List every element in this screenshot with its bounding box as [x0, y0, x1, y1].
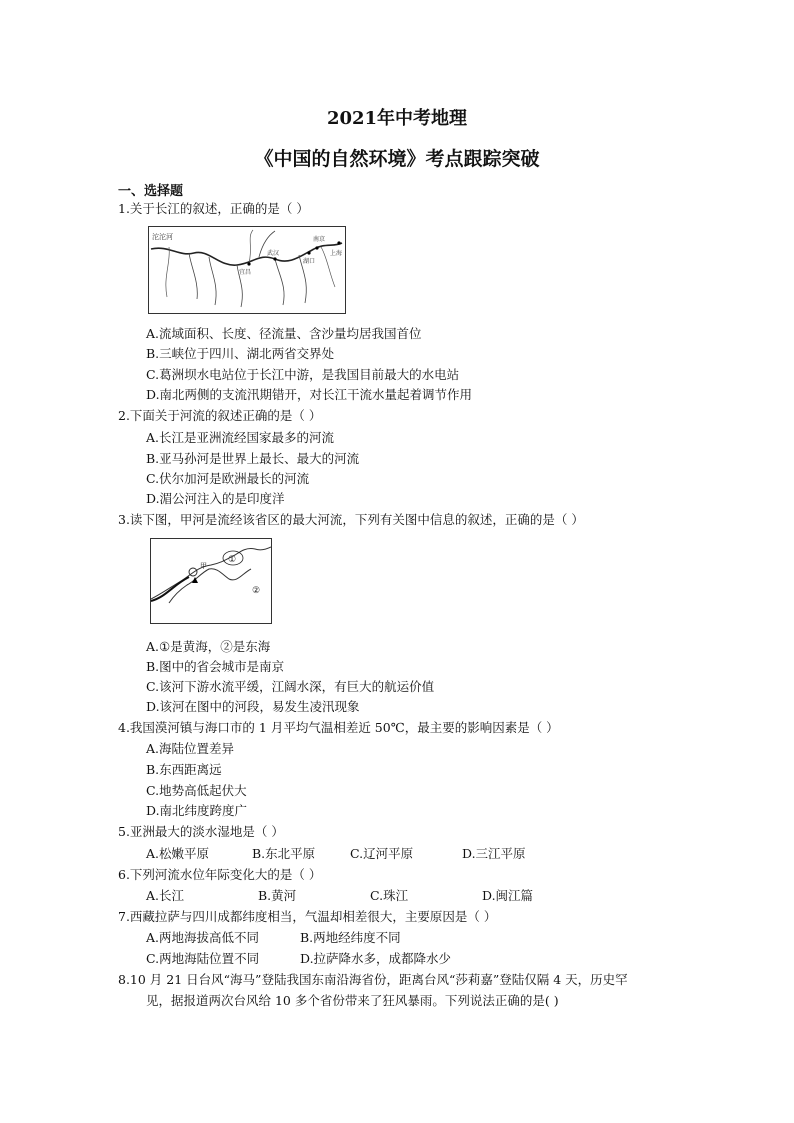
question-7-option-c: C.两地海陆位置不同 [146, 951, 260, 966]
question-5-option-b: B.东北平原 [252, 846, 316, 861]
province-map [150, 538, 272, 624]
question-7-option-d: D.拉萨降水多，成都降水少 [300, 951, 452, 966]
section-heading: 一、选择题 [118, 184, 184, 199]
map-label-tuotuo: 沱沱河 [152, 233, 173, 241]
question-7-options-row2 [146, 950, 451, 968]
yangtze-river-map-figure [149, 227, 345, 313]
question-5-option-a: A.松嫩平原 [146, 846, 210, 861]
question-1-option-d: D.南北两侧的支流汛期错开，对长江干流水量起着调节作用 [146, 387, 473, 402]
question-7-options-row1 [146, 929, 401, 947]
map-label-wuhan: 武汉 [267, 250, 280, 257]
question-2-option-d: D.湄公河注入的是印度洋 [146, 491, 285, 506]
question-3-stem: 3.读下图，甲河是流经该省区的最大河流，下列有关图中信息的叙述，正确的是（ ） [118, 512, 584, 527]
document-subtitle: 《中国的自然环境》考点跟踪突破 [254, 148, 540, 170]
question-4-option-b: B.东西距离远 [146, 762, 222, 777]
question-8-stem-line1: 8.10 月 21 日台风“海马”登陆我国东南沿海省份，距离台风“莎莉嘉”登陆仅隔 4 天，历史罕 [118, 972, 628, 987]
question-4-option-c: C.地势高低起伏大 [146, 783, 247, 798]
question-3-option-a: A.①是黄海，②是东海 [146, 639, 271, 654]
map-label-nanjing: 南京 [313, 236, 326, 243]
question-4-option-d: D.南北纬度跨度广 [146, 803, 248, 818]
map-label-jia: 甲 [200, 562, 207, 570]
question-6-option-b: B.黄河 [258, 888, 297, 903]
question-6-option-d: D.闽江篇 [482, 888, 534, 903]
question-3-option-d: D.该河在图中的河段，易发生凌汛现象 [146, 699, 360, 714]
question-7-stem: 7.西藏拉萨与四川成都纬度相当，气温却相差很大，主要原因是（ ） [118, 909, 497, 924]
document-title: 2021年中考地理 [326, 108, 468, 129]
question-5-stem: 5.亚洲最大的淡水湿地是（ ） [118, 824, 284, 839]
question-5-options [146, 845, 526, 863]
question-7-option-b: B.两地经纬度不同 [300, 930, 401, 945]
question-1-option-a: A.流域面积、长度、径流量、含沙量均居我国首位 [146, 326, 422, 341]
question-6-stem: 6.下列河流水位年际变化大的是（ ） [118, 867, 322, 882]
map-label-yichang: 宜昌 [239, 269, 252, 276]
question-5-option-d: D.三江平原 [462, 846, 526, 861]
question-7-option-a: A.两地海拔高低不同 [146, 930, 260, 945]
question-6-option-c: C.珠江 [370, 888, 409, 903]
province-map-figure [151, 539, 271, 623]
question-6-options [146, 887, 533, 905]
question-4-option-a: A.海陆位置差异 [146, 741, 235, 756]
question-6-option-a: A.长江 [146, 888, 185, 903]
question-2-option-b: B.亚马孙河是世界上最长、最大的河流 [146, 451, 360, 466]
question-1-option-c: C.葛洲坝水电站位于长江中游，是我国目前最大的水电站 [146, 367, 460, 382]
question-3-option-c: C.该河下游水流平缓，江阔水深，有巨大的航运价值 [146, 679, 435, 694]
map-label-sea-1: ① [228, 555, 237, 565]
question-2-stem: 2.下面关于河流的叙述正确的是（ ） [118, 408, 322, 423]
question-8-stem-line2: 见，据报道两次台风给 10 多个省份带来了狂风暴雨。下列说法正确的是( ) [146, 993, 559, 1008]
map-label-sea-2: ② [252, 586, 261, 596]
question-1-option-b: B.三峡位于四川、湖北两省交界处 [146, 346, 335, 361]
question-4-stem: 4.我国漠河镇与海口市的 1 月平均气温相差近 50℃，最主要的影响因素是（ ） [118, 720, 559, 735]
question-3-option-b: B.图中的省会城市是南京 [146, 659, 285, 674]
yangtze-river-map [148, 226, 346, 314]
question-1-stem: 1.关于长江的叙述，正确的是（ ） [118, 201, 309, 216]
question-5-option-c: C.辽河平原 [350, 846, 414, 861]
question-2-option-c: C.伏尔加河是欧洲最长的河流 [146, 471, 310, 486]
map-label-hukou: 湖口 [303, 258, 316, 265]
question-2-option-a: A.长江是亚洲流经国家最多的河流 [146, 430, 335, 445]
map-label-shanghai: 上海 [330, 250, 343, 257]
